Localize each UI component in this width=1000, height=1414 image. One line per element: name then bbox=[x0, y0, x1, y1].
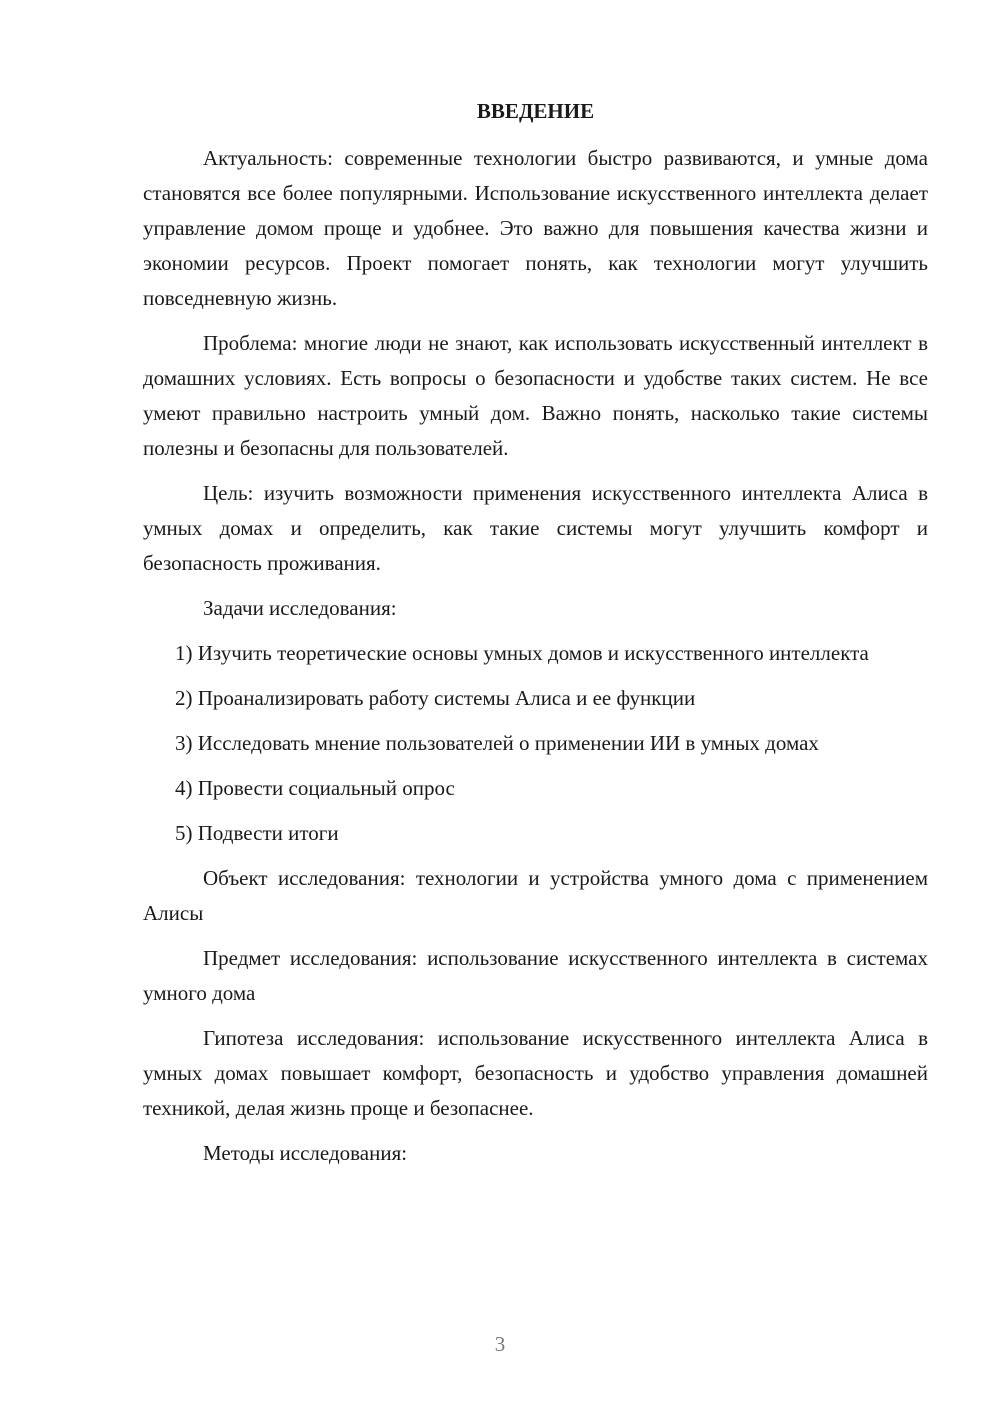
task-item-3: 3) Исследовать мнение пользователей о применении ИИ в умных домах bbox=[175, 731, 819, 755]
methods-title: Методы исследования: bbox=[203, 1141, 408, 1165]
paragraph-subject: Предмет исследования: использование искусственного интеллекта в системах умного дома bbox=[143, 946, 928, 1005]
paragraph-hypothesis: Гипотеза исследования: использование искусственного интеллекта Алиса в умных домах повышает комфорт, безопасность и удобство управления домашней техникой, делая жизнь проще и безопаснее. bbox=[143, 1026, 928, 1120]
page-number: 3 bbox=[494, 1332, 506, 1356]
task-item-4: 4) Провести социальный опрос bbox=[175, 776, 455, 800]
paragraph-problem: Проблема: многие люди не знают, как использовать искусственный интеллект в домашних условиях. Есть вопросы о безопасности и удобстве таких систем. Не все умеют правильно настроить умный дом. Важно понять, насколько такие системы полезны и безопасны для пользователей. bbox=[143, 331, 928, 460]
document-page bbox=[143, 94, 928, 1181]
paragraph-relevance: Актуальность: современные технологии быстро развиваются, и умные дома становятся все более популярными. Использование искусственного интеллекта делает управление домом проще и удобнее. Это важно для повышения качества жизни и экономии ресурсов. Проект помогает понять, как технологии могут улучшить повседневную жизнь. bbox=[143, 146, 928, 310]
paragraph-object: Объект исследования: технологии и устройства умного дома с применением Алисы bbox=[143, 866, 928, 925]
task-item-5: 5) Подвести итоги bbox=[175, 821, 339, 845]
paragraph-goal: Цель: изучить возможности применения искусственного интеллекта Алиса в умных домах и определить, как такие системы могут улучшить комфорт и безопасность проживания. bbox=[143, 481, 928, 575]
task-item-2: 2) Проанализировать работу системы Алиса и ее функции bbox=[175, 686, 696, 710]
section-heading: ВВЕДЕНИЕ bbox=[476, 99, 595, 123]
tasks-title: Задачи исследования: bbox=[203, 596, 397, 620]
task-item-1: 1) Изучить теоретические основы умных домов и искусственного интеллекта bbox=[175, 641, 869, 665]
